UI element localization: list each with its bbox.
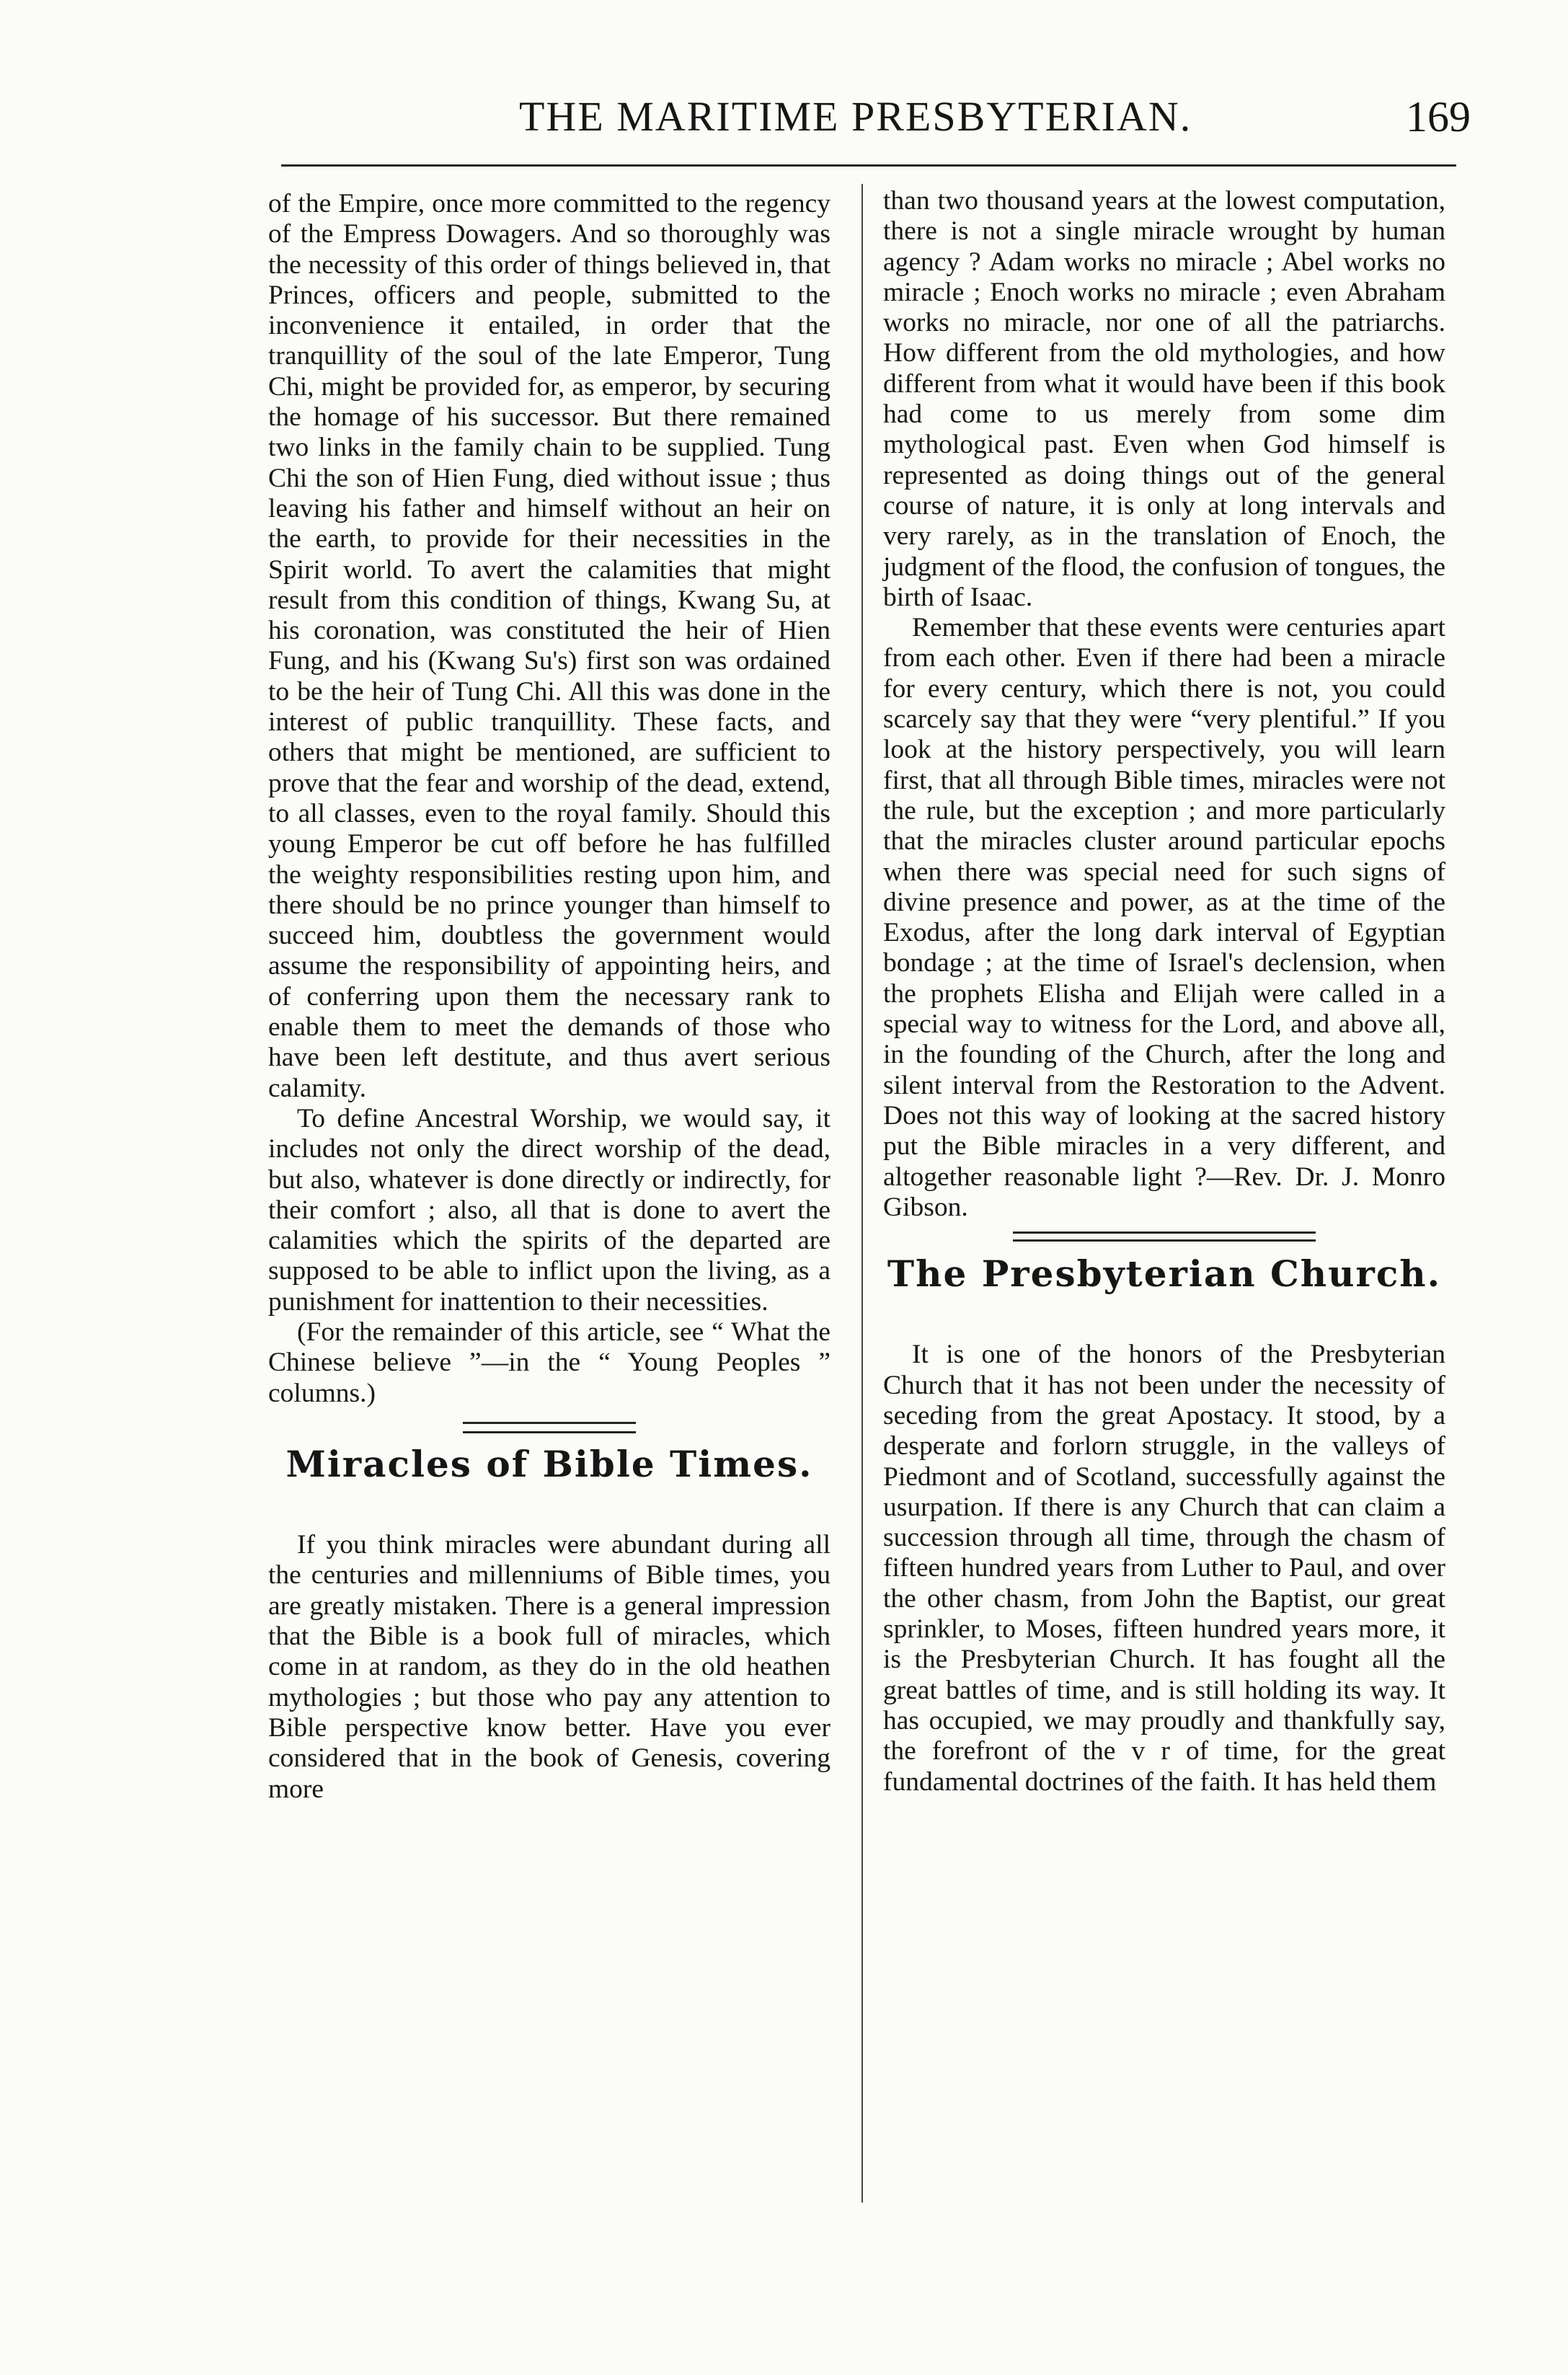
article-paragraph: If you think miracles were abundant during all the centuries and millenniums of Bible times, you are greatly mistaken. There is a general impression that the Bible is a book full of miracles, which come in at random, as they do in the old heathen mythologies ; but those who pay any attention to Bible perspective know better. Have you ever considered that in the book of Genesis, covering more bbox=[268, 1530, 830, 1804]
section-heading: Miracles of Bible Times. bbox=[285, 1442, 813, 1485]
left-column bbox=[268, 189, 830, 1805]
right-column bbox=[883, 186, 1445, 1797]
article-paragraph: than two thousand years at the lowest computation, there is not a single miracle wrought by human agency ? Adam works no miracle ; Abel works no miracle ; Enoch works no miracle ; even Abraham works no miracle, nor one of all the patriarchs. How different from the old mythologies, and how different from what it would have been if this book had come to us merely from some dim mythological past. Even when God himself is represented as doing things out of the general course of nature, it is only at long intervals and very rarely, as in the translation of Enoch, the judgment of the flood, the confusion of tongues, the birth of Isaac. bbox=[883, 186, 1445, 612]
section-divider bbox=[463, 1422, 636, 1433]
article-paragraph: Remember that these events were centuries apart from each other. Even if there had been a miracle for every century, which there is not, you could scarcely say that they were “very plentiful.” If you look at the history perspectively, you will learn first, that all through Bible times, miracles were not the rule, but the exception ; and more particularly that the miracles cluster around particular epochs when there was special need for such signs of divine presence and power, as at the time of the Exodus, after the long dark interval of Egyptian bondage ; at the time of Israel's declension, when the prophets Elisha and Elijah were called in a special way to witness for the Lord, and above all, in the founding of the Church, after the long and silent interval from the Restoration to the Advent. Does not this way of looking at the sacred history put the Bible miracles in a very different, and altogether reasonable light ?—Rev. Dr. J. Monro Gibson. bbox=[883, 613, 1445, 1222]
article-paragraph: of the Empire, once more committed to the regency of the Empress Dowagers. And so thoroughly was the necessity of this order of things believed in, that Princes, officers and people, submitted to the inconvenience it entailed, in order that the tranquillity of the soul of the late Emperor, Tung Chi, might be provided for, as emperor, by securing the homage of his successor. But there remained two links in the family chain to be supplied. Tung Chi the son of Hien Fung, died without issue ; thus leaving his father and himself without an heir on the earth, to provide for their necessities in the Spirit world. To avert the calamities that might result from this condition of things, Kwang Su, at his coronation, was constituted the heir of Hien Fung, and his (Kwang Su's) first son was ordained to be the heir of Tung Chi. All this was done in the interest of public tranquillity. These facts, and others that might be mentioned, are sufficient to prove that the fear and worship of the dead, extend, to all classes, even to the royal family. Should this young Emperor be cut off before he has fulfilled the weighty responsibilities resting upon him, and there should be no prince younger than himself to succeed him, doubtless the government would assume the responsibility of appointing heirs, and of conferring upon them the necessary rank to enable them to meet the demands of those who have been left destitute, and thus avert serious calamity. bbox=[268, 189, 830, 1103]
section-divider bbox=[1013, 1231, 1316, 1242]
article-paragraph: It is one of the honors of the Presbyterian Church that it has not been under the necessity of seceding from the great Apostacy. It stood, by a desperate and forlorn struggle, in the valleys of Piedmont and of Scotland, successfully against the usurpation. If there is any Church that can claim a succession through all time, through the chasm of fifteen hundred years from Luther to Paul, and over the other chasm, from John the Baptist, our great sprinkler, to Moses, fifteen hundred years more, it is the Presbyterian Church. It has fought all the great battles of time, and is still holding its way. It has occupied, we may proudly and thankfully say, the forefront of the v r of time, for the great fundamental doctrines of the faith. It has held them bbox=[883, 1340, 1445, 1797]
column-divider bbox=[861, 184, 863, 2203]
page-header bbox=[260, 87, 1471, 151]
page-number: 169 bbox=[1406, 93, 1471, 141]
article-paragraph: To define Ancestral Worship, we would say, it includes not only the direct worship of the dead, but also, whatever is done directly or indirectly, for their comfort ; also, all that is done to avert the calamities which the spirits of the departed are supposed to be able to inflict upon the living, as a punishment for inattention to their necessities. bbox=[268, 1103, 830, 1317]
journal-title: THE MARITIME PRESBYTERIAN. bbox=[519, 93, 1192, 140]
section-heading: The Presbyterian Church. bbox=[887, 1252, 1442, 1296]
article-note: (For the remainder of this article, see “ What the Chinese believe ”—in the “ Young Peoples ” columns.) bbox=[268, 1317, 830, 1408]
header-rule bbox=[281, 164, 1456, 167]
